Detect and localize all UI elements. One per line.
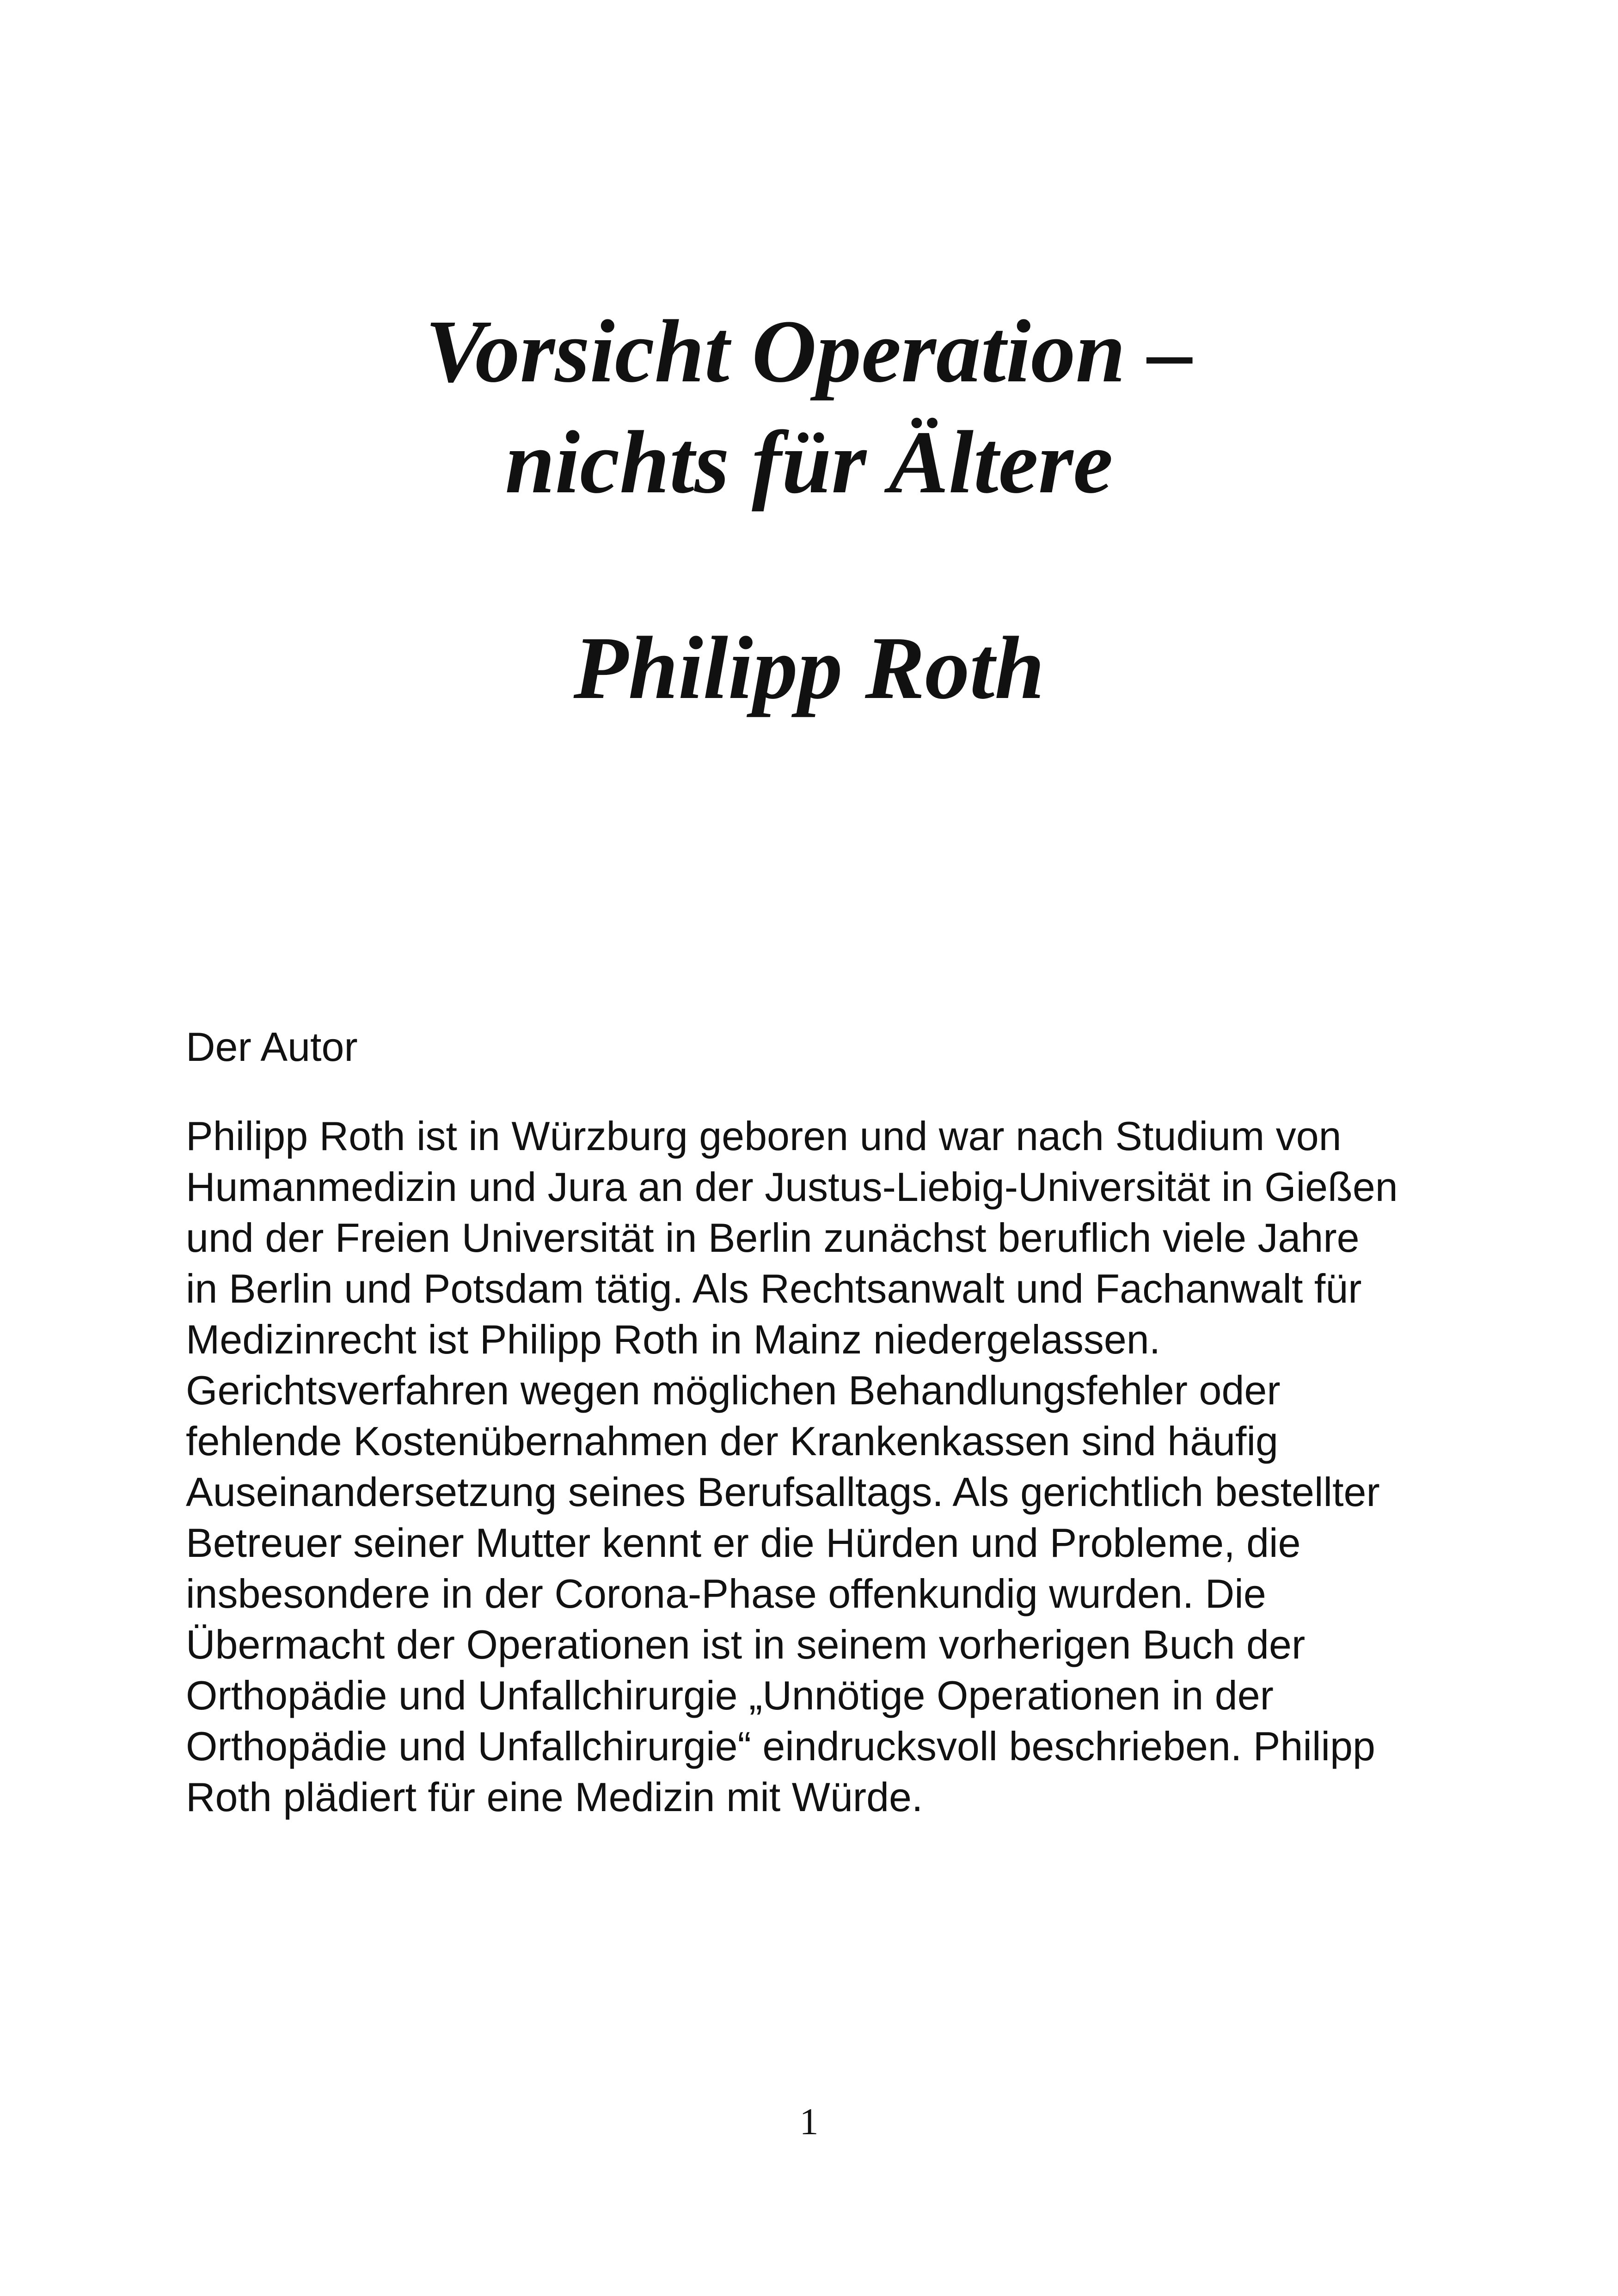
section-heading-author: Der Autor (186, 1024, 358, 1070)
book-title-line-2: nichts für Ältere (505, 412, 1113, 512)
bio-line: Orthopädie und Unfallchirurgie „Unnötige Operationen in der (186, 1672, 1274, 1718)
book-title (0, 296, 1618, 518)
bio-line: insbesondere in der Corona-Phase offenkundig wurden. Die (186, 1571, 1266, 1616)
bio-line: Betreuer seiner Mutter kennt er die Hürden und Probleme, die (186, 1520, 1301, 1566)
bio-line: Auseinandersetzung seines Berufsalltags. Als gerichtlich bestellter (186, 1469, 1380, 1515)
bio-line: Humanmedizin und Jura an der Justus-Liebig-Universität in Gießen (186, 1164, 1398, 1210)
bio-line: Übermacht der Operationen ist in seinem vorherigen Buch der (186, 1622, 1305, 1667)
bio-line: Roth plädiert für eine Medizin mit Würde. (186, 1774, 923, 1820)
bio-line: Gerichtsverfahren wegen möglichen Behandlungsfehler oder (186, 1367, 1281, 1413)
bio-line: fehlende Kostenübernahmen der Krankenkassen sind häufig (186, 1418, 1278, 1464)
bio-line: Philipp Roth ist in Würzburg geboren und war nach Studium von (186, 1113, 1342, 1159)
bio-line: Medizinrecht ist Philipp Roth in Mainz niedergelassen. (186, 1316, 1161, 1362)
bio-line: Orthopädie und Unfallchirurgie“ eindrucksvoll beschrieben. Philipp (186, 1723, 1375, 1769)
page-number: 1 (799, 2100, 819, 2143)
author-name: Philipp Roth (573, 618, 1045, 717)
book-title-line-1: Vorsicht Operation – (425, 301, 1193, 401)
bio-line: in Berlin und Potsdam tätig. Als Rechtsanwalt und Fachanwalt für (186, 1266, 1362, 1311)
author-biography (186, 1111, 1573, 1823)
bio-line: und der Freien Universität in Berlin zunächst beruflich viele Jahre (186, 1215, 1360, 1261)
